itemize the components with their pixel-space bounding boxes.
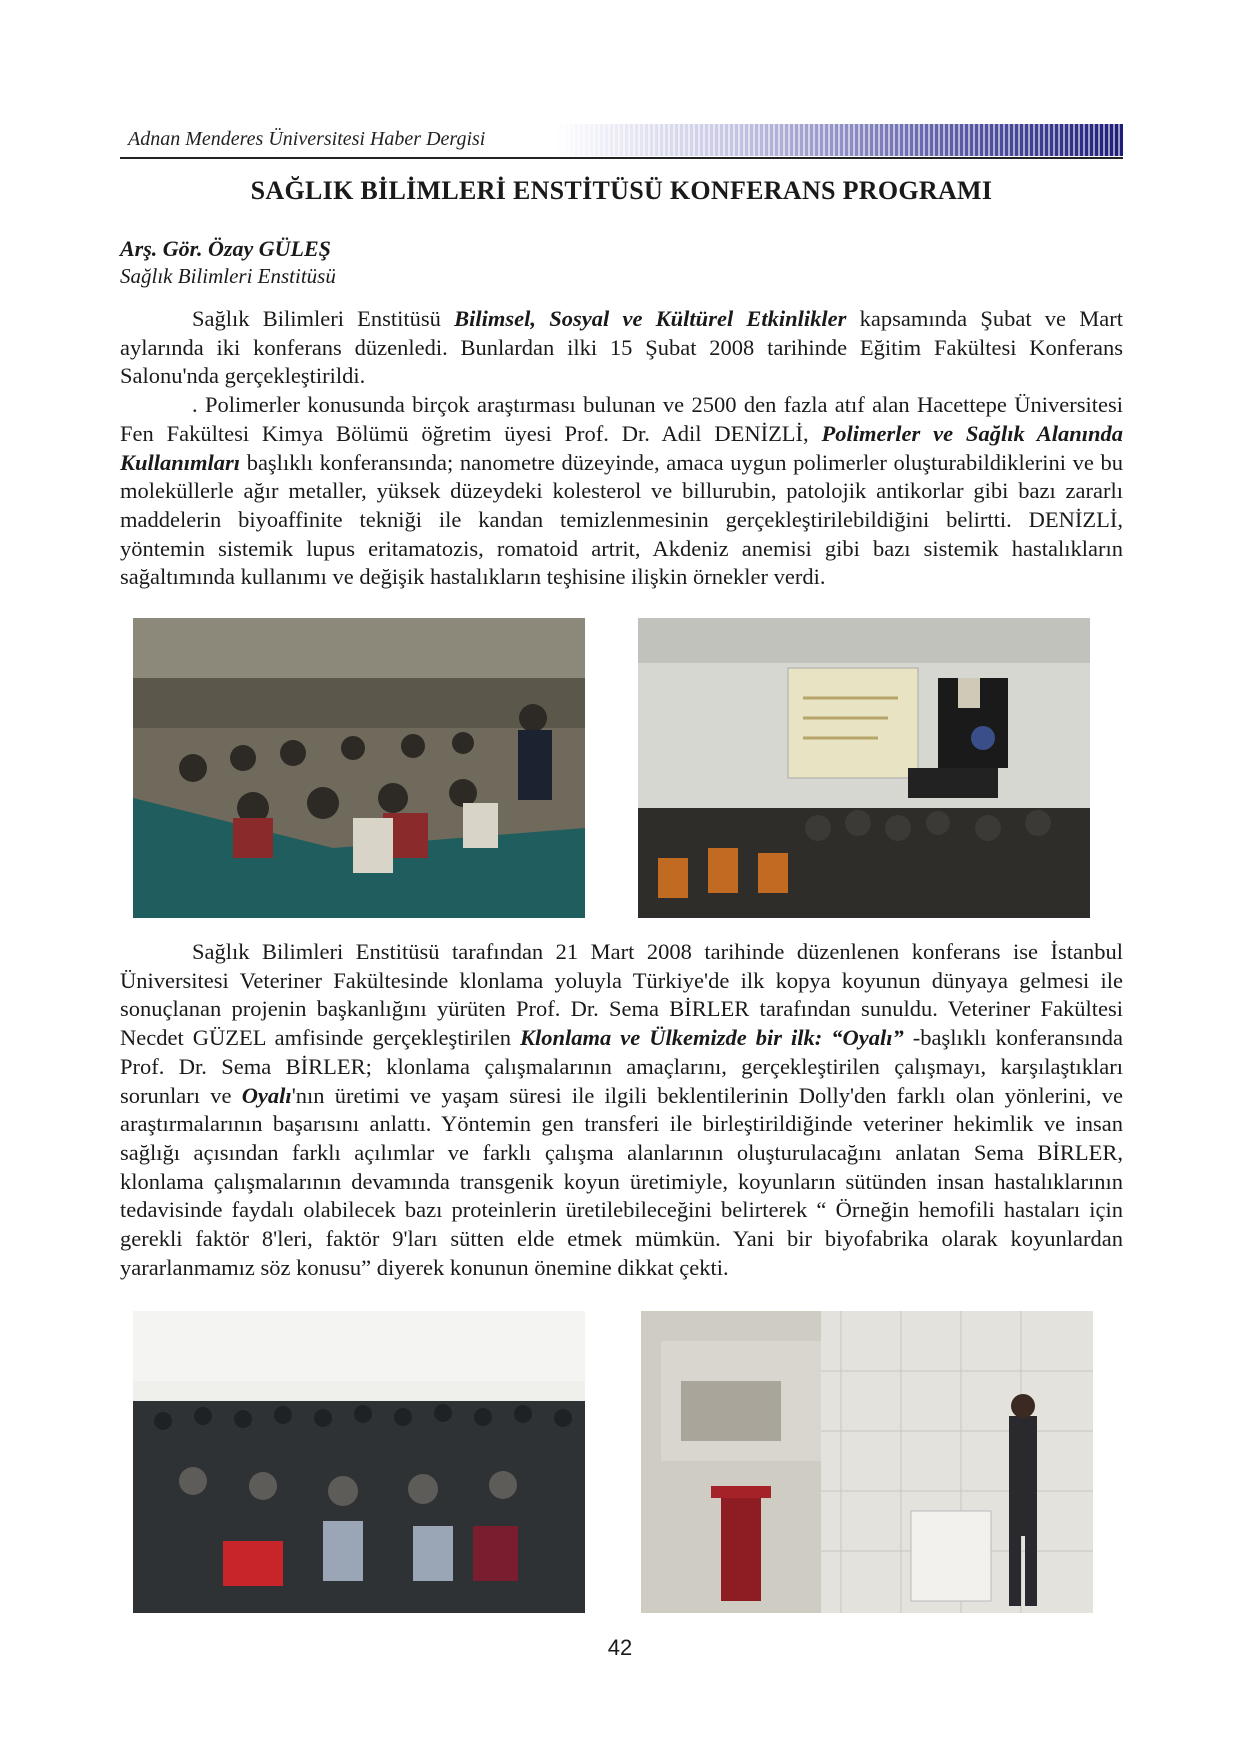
paragraph-2-text: . Polimerler konusunda birçok araştırması bulunan ve 2500 den fazla atıf alan Hacettepe Üniversitesi Fen Fakültesi Kimya Bölümü öğretim üyesi Prof. Dr. Adil DENİZLİ, [120,392,1123,446]
paragraph-3-text-end: 'nın üretimi ve yaşam süresi ile ilgili beklentilerinin Dolly'den farklı olan yönlerini, ve araştırmalarının başarısını anlattı. Yöntemin gen transferi ile birleştirildiğinde veteriner hekimlik ve insan sağlığı açısından farklı açılımlar ve farklı çalışma alanlarının oluşturulacağını anlatan Sema BİRLER, klonlama çalışmalarının devamında transgenik koyun üretimiyle, koyunların sütünden insan hastalıklarının tedavisinde faydalı olabilecek bazı proteinlerin üretilebileceğini belirterek “ Örneğin hemofili hastaları için gerekli faktör 8'leri, faktör 9'ları sütten elde etmek mümkün. Yani bir biyofabrika olarak koyunlardan yararlanmamız söz konusu” diyerek konunun önemine dikkat çekti. [120,1082,1123,1280]
header-rule [120,157,1123,159]
article-text-block-1 [120,305,1123,592]
paragraph-1-text-end: kapsamında Şubat ve Mart aylarında iki konferans düzenledi. Bunlardan ilki 15 Şubat 2008 tarihinde Eğitim Fakültesi Konferans Salonu'nda gerçekleştirildi. [120,306,1123,389]
crowded-audience-photo [133,1311,585,1613]
paragraph-1-text: Sağlık Bilimleri Enstitüsü [192,306,455,331]
paragraph-2 [120,391,1123,592]
magazine-title: Adnan Menderes Üniversitesi Haber Dergisi [128,128,486,150]
paragraph-2-emphasis: Polimerler ve Sağlık Alanında Kullanımları [120,420,1123,475]
paragraph-3-emphasis: Klonlama ve Ülkemizde bir ilk: “Oyalı” [520,1025,904,1051]
paragraph-1-emphasis: Bilimsel, Sosyal ve Kültürel Etkinlikler [454,306,847,331]
page-number: 42 [607,1635,633,1660]
conference-hall-photo [638,618,1090,918]
paragraph-1 [120,305,1123,391]
author-name: Arş. Gör. Özay GÜLEŞ [120,236,331,261]
author-affiliation: Sağlık Bilimleri Enstitüsü [120,264,336,288]
article-title: SAĞLIK BİLİMLERİ ENSTİTÜSÜ KONFERANS PROGRAMI [250,176,993,205]
speaker-presentation-photo [641,1311,1093,1613]
paragraph-3 [120,938,1123,1282]
article-text-block-2 [120,938,1123,1282]
paragraph-3-emphasis-oyali: Oyalı [241,1082,292,1108]
paragraph-3-text: Sağlık Bilimleri Enstitüsü tarafından 21 Mart 2008 tarihinde düzenlenen konferans ise İstanbul Üniversitesi Veteriner Fakültesinde klonlama yoluyla Türkiye'de ilk kopya koyunun dünyaya gelmesi ile sonuçlanan projenin başkanlığını yürüten Prof. Dr. Sema BİRLER tarafından sunuldu. Veteriner Fakültesi Necdet GÜZEL amfisinde gerçekleştirilen [120,939,1123,1051]
paragraph-3-text-mid: -başlıklı konferansında Prof. Dr. Sema BİRLER; klonlama çalışmalarının amaçlarını, gerçekleştirilen çalışmayı, karşılaştıkları sorunları ve [120,1025,1123,1108]
paragraph-2-text-end: başlıklı konferansında; nanometre düzeyinde, amaca uygun polimerler oluşturabildiklerini ve bu moleküllerle ağır metaller, yüksek düzeydeki kolesterol ve billurubin, patolojik antikorlar gibi bazı zararlı maddelerin biyoaffinite tekniği ile kandan temizlenmesinin gerçekleştirilebildiğini belirtti. DENİZLİ, yöntemin sistemik lupus eritamatozis, romatoid artrit, Akdeniz anemisi gibi bazı sistemik hastalıkların sağaltımında kullanımı ve değişik hastalıkların teşhisine ilişkin örnekler verdi. [120,449,1123,590]
audience-photo [133,618,585,918]
header-decorative-bar [555,124,1123,156]
